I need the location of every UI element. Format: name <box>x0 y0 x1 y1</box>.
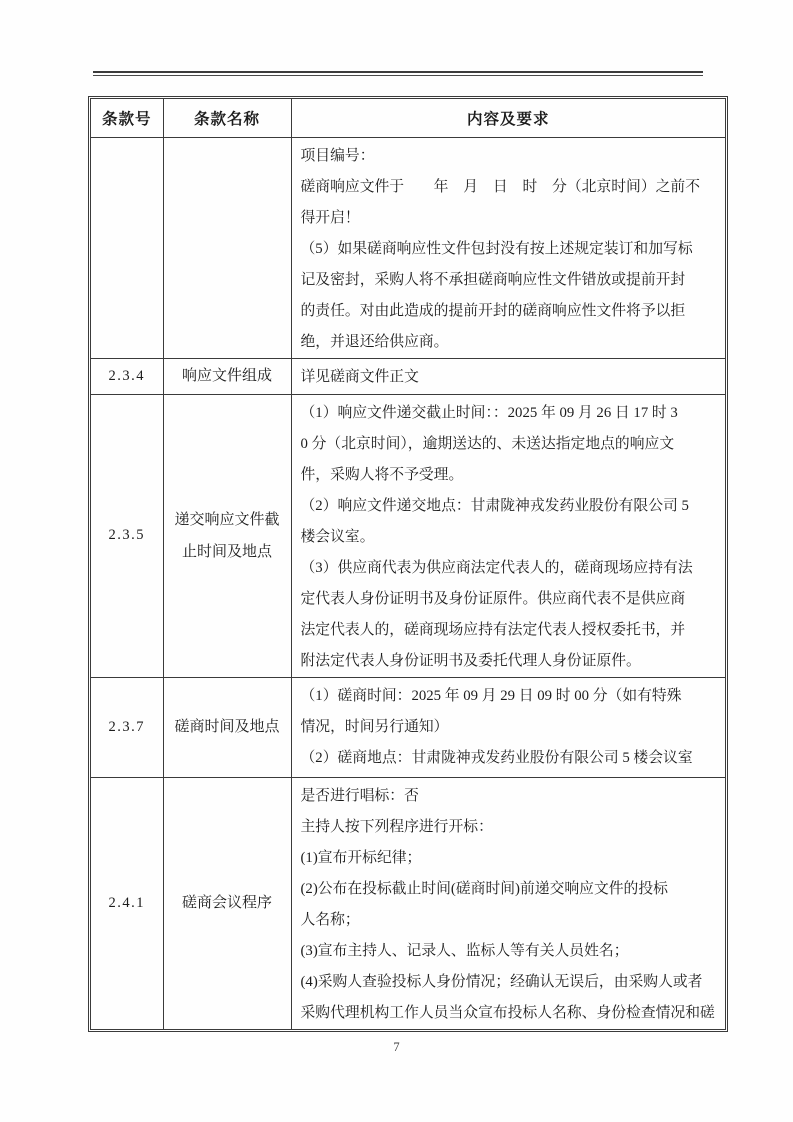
clause-content-cell: 详见磋商文件正文 <box>291 358 725 394</box>
header-rule <box>93 71 703 76</box>
table-row <box>91 394 725 677</box>
table-row <box>91 677 725 777</box>
clause-no-cell: 2.4.1 <box>91 777 163 1029</box>
table-row <box>91 358 725 394</box>
clause-content-cell: （1）响应文件递交截止时间：：2025 年 09 月 26 日 17 时 3 0 分（北京时间），逾期送达的、未送达指定地点的响应文 件，采购人将不予受理。 （2）响应文件递交地点：甘肃陇神戎发药业股份有限公司 5 楼会议室。 （3）供应商代表为供应商法定代表人的，磋商现场应持有法 定代表人身份证明书及身份证原件。供应商代表不是供应商 法定代表人的，磋商现场应持有法定代表人授权委托书，并 附法定代表人身份证明书及委托代理人身份证原件。 <box>291 394 725 677</box>
column-header-clause-name: 条款名称 <box>163 99 291 137</box>
page-number: 7 <box>393 1040 400 1054</box>
clause-content-cell: 是否进行唱标：否 主持人按下列程序进行开标： (1)宣布开标纪律； (2)公布在投标截止时间(磋商时间)前递交响应文件的投标 人名称； (3)宣布主持人、记录人、监标人等有关人员姓名； (4)采购人查验投标人身份情况；经确认无误后，由采购人或者 采购代理机构工作人员当众宣布投标人名称、身份检查情况和磋 <box>300 787 715 1021</box>
clause-no-cell: 2.3.5 <box>91 394 163 677</box>
clause-name-cell: 磋商时间及地点 <box>163 677 291 777</box>
clause-name-cell: 递交响应文件截止时间及地点 <box>163 394 291 677</box>
clause-name-cell <box>163 137 291 358</box>
clause-no-cell: 2.3.7 <box>91 677 163 777</box>
clause-content-cell: （1）磋商时间：2025 年 09 月 29 日 09 时 00 分（如有特殊 情况，时间另行通知） （2）磋商地点：甘肃陇神戎发药业股份有限公司 5 楼会议室 <box>291 677 725 777</box>
clause-no-cell: 2.3.4 <box>91 358 163 394</box>
clause-name-cell: 磋商会议程序 <box>163 777 291 1029</box>
clause-name-cell: 响应文件组成 <box>163 358 291 394</box>
table-row <box>91 777 725 1029</box>
table-row <box>91 137 725 358</box>
clauses-table <box>91 99 725 1029</box>
clause-no-cell <box>91 137 163 358</box>
column-header-clause-no: 条款号 <box>91 99 163 137</box>
table-header-row <box>91 99 725 137</box>
clauses-table-wrap <box>88 96 728 1032</box>
clause-content-cell: 项目编号： 磋商响应文件于 年 月 日 时 分（北京时间）之前不 得开启！ （5）如果磋商响应性文件包封没有按上述规定装订和加写标 记及密封，采购人将不承担磋商响应性文件错放或提前开封 的责任。对由此造成的提前开封的磋商响应性文件将予以拒 绝，并退还给供应商。 <box>291 137 725 358</box>
column-header-content: 内容及要求 <box>291 99 725 137</box>
